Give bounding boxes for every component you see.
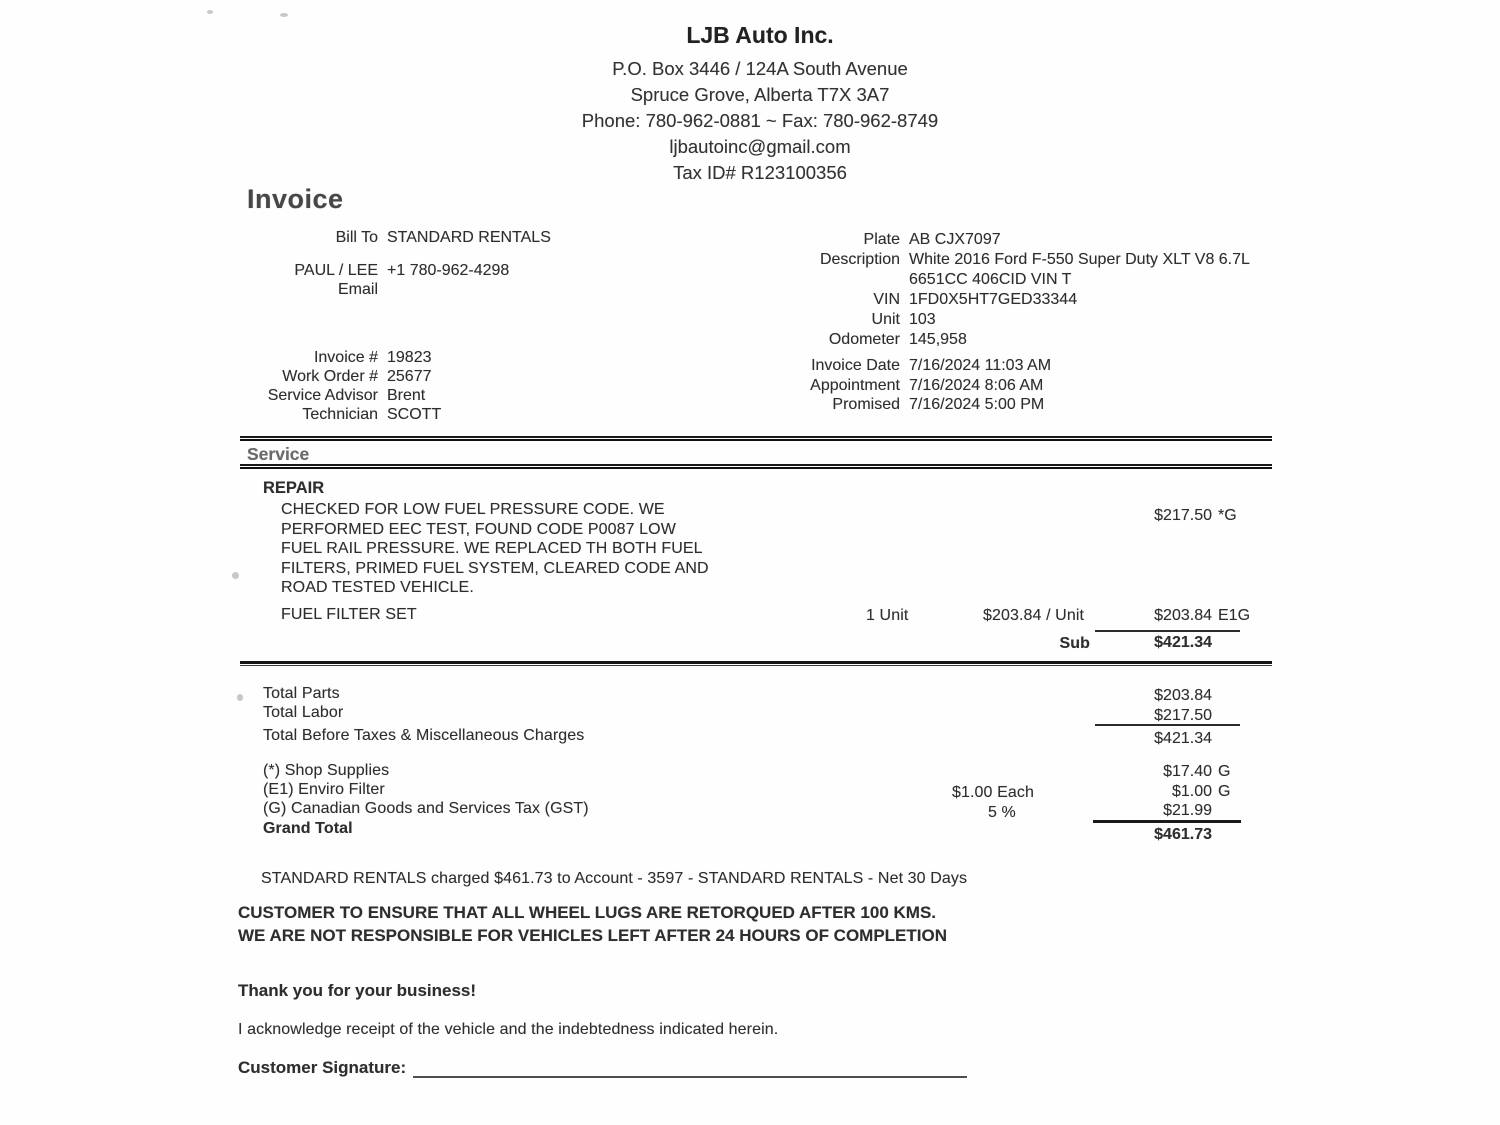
schedule-block [640,356,1051,415]
warning-line1: CUSTOMER TO ENSURE THAT ALL WHEEL LUGS ARE RETORQUED AFTER 100 KMS. [238,903,937,922]
enviro-filter-rate: $1.00 Each [952,784,1034,801]
service-category: REPAIR [263,479,325,497]
work-order-label: Work Order # [282,368,378,385]
part-qty: 1 Unit [866,607,909,624]
description-value [900,250,1250,290]
service-advisor-row [236,386,441,405]
warning-line2: WE ARE NOT RESPONSIBLE FOR VEHICLES LEFT AFTER 24 HOURS OF COMPLETION [238,926,948,945]
bill-to-row [236,228,551,247]
invoice-number-row [236,348,441,367]
total-before-taxes-label: Total Before Taxes & Miscellaneous Charges [263,727,585,744]
labor-amount: $217.50 [1154,507,1212,524]
work-order-row [236,367,441,386]
appointment-label: Appointment [810,376,900,394]
gst-amount-row [1092,802,1212,820]
gst-label: (G) Canadian Goods and Services Tax (GST) [263,800,589,817]
labor-tax-code: *G [1218,507,1237,524]
service-rule-top [240,436,1272,441]
gst-amount: $21.99 [1163,802,1212,819]
total-before-taxes-amount-row [1092,730,1212,748]
subtotal-amount: $421.34 [1154,634,1212,651]
promised-label: Promised [832,396,900,413]
repair-description-line: ROAD TESTED VEHICLE. [281,579,474,596]
odometer-row [640,330,1250,350]
grand-total-amount-row [1092,826,1212,844]
before-taxes-rule [1095,724,1240,726]
description-label: Description [819,251,900,268]
total-labor-amount: $217.50 [1154,707,1212,724]
shop-supplies-tax-code: G [1218,763,1231,780]
company-name: LJB Auto Inc. [686,22,834,48]
company-address-line2: Spruce Grove, Alberta T7X 3A7 [630,84,890,105]
unit-row [640,310,1250,330]
service-section-label: Service [247,444,310,464]
invoice-number-value: 19823 [387,349,432,366]
work-order-value: 25677 [387,368,432,385]
repair-description [281,500,709,598]
bill-to-block [236,228,551,299]
subtotal-label: Sub [1059,635,1090,652]
enviro-filter-amount-row [1092,783,1230,801]
plate-value: AB CJX7097 [909,231,1001,248]
bill-to-name: STANDARD RENTALS [387,229,551,246]
plate-label: Plate [863,231,900,248]
odometer-value: 145,958 [909,331,967,348]
scan-artifact [207,10,213,14]
description-line1: White 2016 Ford F-550 Super Duty XLT V8 6.7L [909,251,1250,268]
unit-label: Unit [871,311,900,328]
appointment-row [640,376,1051,396]
company-phone-fax: Phone: 780-962-0881 ~ Fax: 780-962-8749 [581,110,939,131]
technician-value: SCOTT [387,406,442,423]
thanks-message: Thank you for your business! [238,981,477,1000]
technician-label: Technician [302,406,378,423]
subtotal-rule [1095,630,1240,632]
repair-description-line: PERFORMED EEC TEST, FOUND CODE P0087 LOW [281,520,676,538]
invoice-meta-block [236,348,441,424]
appointment-value: 7/16/2024 8:06 AM [909,376,1044,394]
unit-value: 103 [909,311,936,328]
invoice-date-value: 7/16/2024 11:03 AM [909,357,1052,374]
plate-row [640,230,1250,250]
company-email: ljbautoinc@gmail.com [669,136,851,157]
total-parts-amount: $203.84 [1154,687,1212,704]
part-tax-code: E1G [1218,607,1251,624]
vehicle-block [640,230,1250,350]
company-tax-id: Tax ID# R123100356 [673,162,847,183]
shop-supplies-amount-row [1092,763,1230,781]
shop-supplies-amount: $17.40 [1163,763,1212,780]
vin-row [640,290,1250,310]
contact-phone: +1 780-962-4298 [387,262,510,279]
promised-row [640,395,1051,415]
gst-rate: 5 % [988,804,1016,821]
account-note: STANDARD RENTALS charged $461.73 to Account - 3597 - STANDARD RENTALS - Net 30 Days [261,870,968,887]
email-label: Email [337,281,378,298]
part-name: FUEL FILTER SET [281,606,417,623]
enviro-filter-label: (E1) Enviro Filter [263,781,385,798]
total-labor-amount-row [1092,707,1212,725]
odometer-label: Odometer [828,331,900,348]
technician-row [236,405,441,424]
vin-label: VIN [873,291,900,308]
description-line2: 6651CC 406CID VIN T [909,271,1072,288]
shop-supplies-label: (*) Shop Supplies [263,762,390,779]
invoice-date-row [640,356,1051,376]
scan-artifact [280,13,288,17]
repair-description-line: FILTERS, PRIMED FUEL SYSTEM, CLEARED CODE AND [281,559,709,577]
part-amount: $203.84 [1154,607,1212,624]
grand-total-rule [1093,820,1241,823]
description-row [640,250,1250,290]
company-header [450,22,1070,186]
contact-name: PAUL / LEE [294,262,378,279]
totals-rule [240,661,1272,666]
company-address-line1: P.O. Box 3446 / 124A South Avenue [612,58,908,79]
vin-value: 1FD0X5HT7GED33344 [909,291,1078,308]
contact-row [236,261,551,280]
total-before-taxes-amount: $421.34 [1154,730,1212,747]
acknowledgement-text: I acknowledge receipt of the vehicle and the indebtedness indicated herein. [238,1021,779,1038]
labor-amount-row [1092,507,1237,525]
total-parts-label: Total Parts [263,685,340,702]
part-amount-row [1092,607,1250,625]
invoice-date-label: Invoice Date [811,357,900,374]
promised-value: 7/16/2024 5:00 PM [909,396,1045,413]
scan-artifact [232,572,239,579]
enviro-filter-tax-code: G [1218,783,1231,800]
grand-total-amount: $461.73 [1154,826,1212,843]
repair-description-line: CHECKED FOR LOW FUEL PRESSURE CODE. WE [281,501,665,518]
service-advisor-label: Service Advisor [267,387,378,404]
part-unit-price: $203.84 / Unit [983,607,1085,624]
bill-to-label: Bill To [335,229,378,246]
warning-text [238,901,947,947]
scan-artifact [237,694,243,701]
service-advisor-value: Brent [387,387,426,404]
repair-description-line: FUEL RAIL PRESSURE. WE REPLACED TH BOTH FUEL [281,540,703,557]
total-labor-label: Total Labor [263,704,344,721]
signature-label: Customer Signature: [238,1058,407,1077]
service-rule-bottom [240,464,1272,469]
enviro-filter-amount: $1.00 [1171,783,1212,800]
signature-line [413,1076,967,1078]
grand-total-label: Grand Total [263,820,353,837]
email-row [236,280,551,299]
page-title: Invoice [247,184,344,214]
total-parts-amount-row [1092,687,1212,705]
subtotal-amount-row [1092,634,1212,652]
invoice-number-label: Invoice # [313,349,378,366]
